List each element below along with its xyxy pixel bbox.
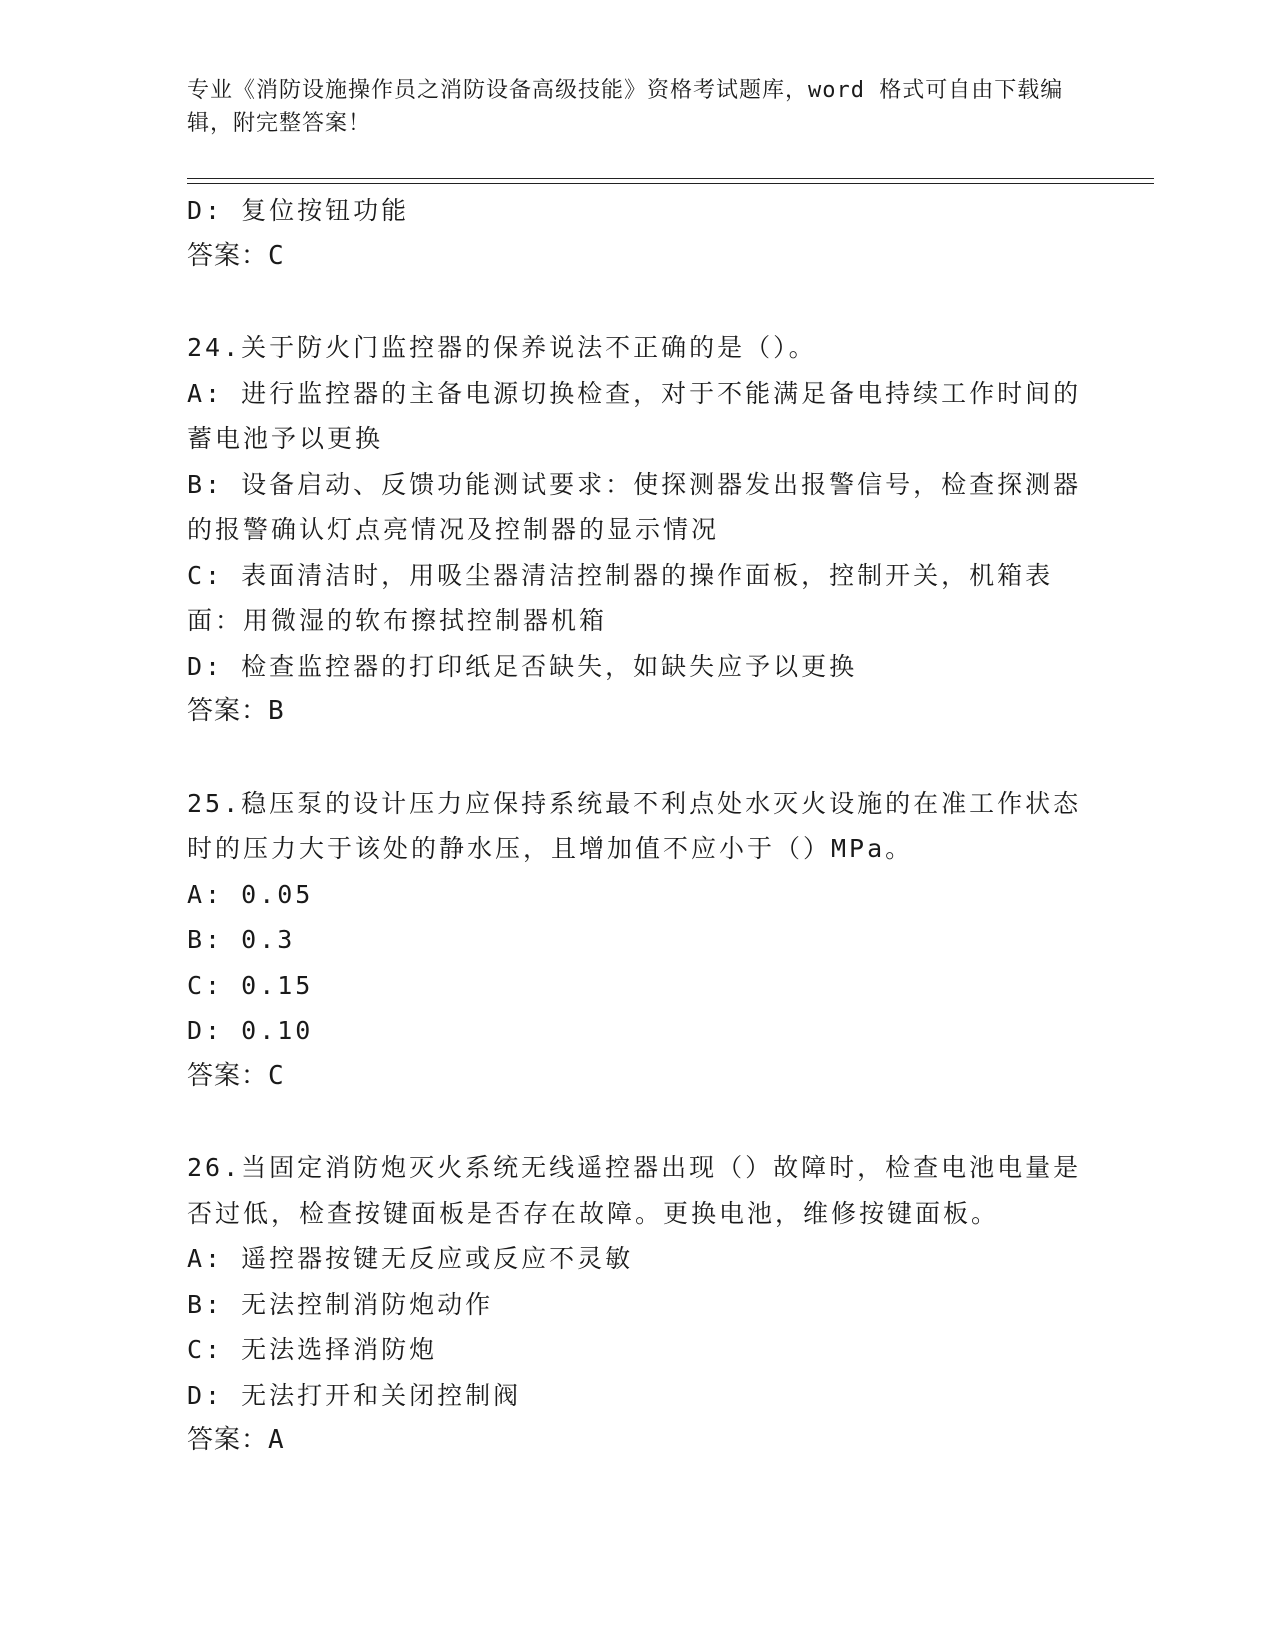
question-25 bbox=[187, 781, 1087, 1100]
question-26 bbox=[187, 1145, 1087, 1464]
option-b: B: 无法控制消防炮动作 bbox=[187, 1289, 494, 1319]
question-stem: 26.当固定消防炮灭火系统无线遥控器出现（）故障时，检查电池电量是否过低，检查按键面板是否存在故障。更换电池，维修按键面板。 bbox=[187, 1153, 1082, 1228]
option-c: C: 0.15 bbox=[187, 970, 314, 1000]
option-d: D: 复位按钮功能 bbox=[187, 196, 410, 225]
question-content bbox=[187, 188, 1087, 1464]
option-d: D: 无法打开和关闭控制阀 bbox=[187, 1380, 522, 1410]
question-stem: 24.关于防火门监控器的保养说法不正确的是（）。 bbox=[187, 333, 817, 362]
option-b: B: 0.3 bbox=[187, 925, 296, 954]
answer-line: 答案：A bbox=[187, 1425, 285, 1455]
header-divider-bottom bbox=[187, 183, 1154, 184]
question-24 bbox=[187, 325, 1087, 735]
option-d: D: 检查监控器的打印纸足否缺失，如缺失应予以更换 bbox=[187, 651, 858, 681]
page-header-text: 专业《消防设施操作员之消防设备高级技能》资格考试题库，word 格式可自由下载编辑，附完整答案！ bbox=[187, 78, 1064, 136]
option-a: A: 0.05 bbox=[187, 879, 314, 909]
option-a: A: 进行监控器的主备电源切换检查，对于不能满足备电持续工作时间的蓄电池予以更换 bbox=[187, 378, 1082, 453]
previous-question-tail bbox=[187, 188, 1087, 279]
option-a: A: 遥控器按键无反应或反应不灵敏 bbox=[187, 1244, 634, 1273]
option-b: B: 设备启动、反馈功能测试要求：使探测器发出报警信号，检查探测器的报警确认灯点亮情况及控制器的显示情况 bbox=[187, 469, 1082, 544]
answer-line: 答案：C bbox=[187, 1060, 285, 1091]
option-c: C: 表面清洁时，用吸尘器清洁控制器的操作面板，控制开关，机箱表面：用微湿的软布擦拭控制器机箱 bbox=[187, 560, 1054, 635]
question-stem: 25.稳压泵的设计压力应保持系统最不利点处水灭火设施的在准工作状态时的压力大于该处的静水压，且增加值不应小于（）MPa。 bbox=[187, 788, 1082, 863]
header-divider-top bbox=[187, 178, 1154, 179]
option-d: D: 0.10 bbox=[187, 1016, 314, 1045]
answer-line: 答案：B bbox=[187, 696, 285, 726]
answer-line: 答案：C bbox=[187, 240, 285, 271]
option-c: C: 无法选择消防炮 bbox=[187, 1335, 438, 1364]
